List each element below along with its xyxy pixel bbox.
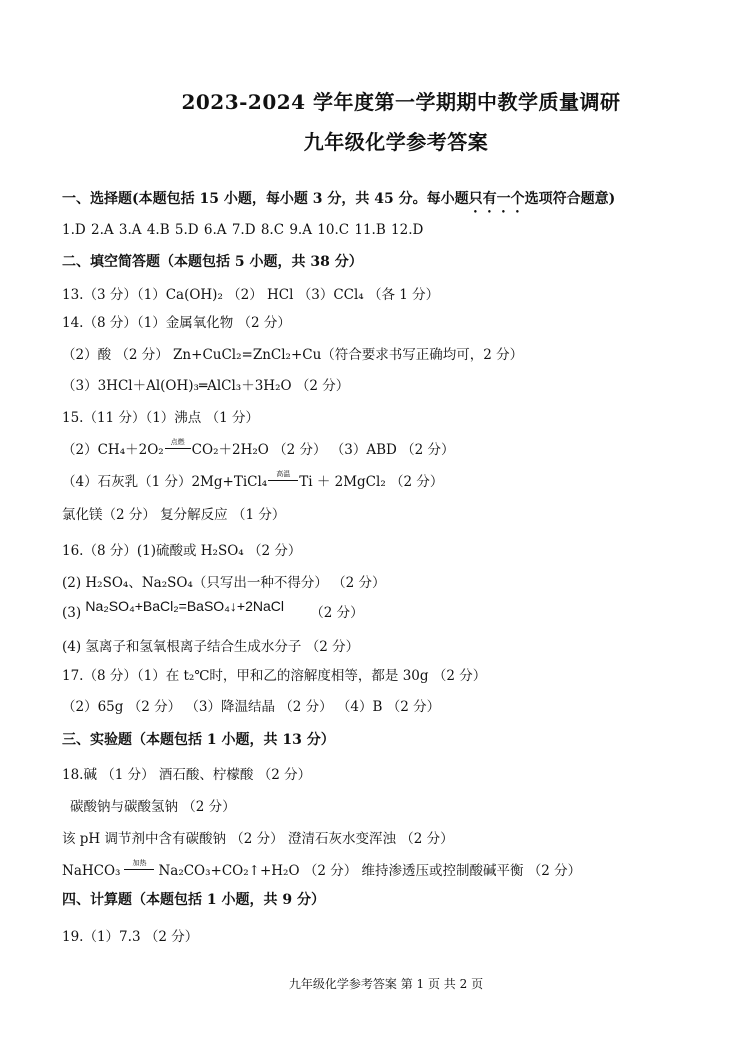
condition-label: 加热 (132, 859, 147, 867)
q16-3-score: （2 分） (310, 605, 364, 621)
q14-part2: （2）酸 （2 分） Zn+CuCl₂=ZnCl₂+Cu（符合要求书写正确均可，2 分） (62, 347, 524, 363)
reaction-condition-heat (124, 859, 154, 881)
q15-4-reactants: （4）石灰乳（1 分）2Mg+TiCl₄ (62, 474, 268, 490)
q16-3-label: (3) (62, 605, 82, 621)
q15-part5: 氯化镁（2 分） 复分解反应 （1 分） (62, 507, 286, 523)
q15-4-products: Ti ＋ 2MgCl₂ （2 分） (299, 474, 444, 490)
reaction-condition-high-temp (268, 470, 298, 492)
q18-part4 (62, 859, 582, 881)
q19-part1: 19.（1）7.3 （2 分） (62, 929, 199, 945)
q15-part1: 15.（11 分）（1）沸点 （1 分） (62, 410, 259, 426)
q18-part1: 18.碱 （1 分） 酒石酸、柠檬酸 （2 分） (62, 767, 312, 783)
document-title: 2023-2024 学年度第一学期期中教学质量调研 (181, 90, 621, 114)
section1-heading (62, 190, 615, 216)
q15-part2 (62, 438, 455, 460)
q14-part3: （3）3HCl＋Al(OH)₃═AlCl₃＋3H₂O （2 分） (62, 378, 350, 394)
section4-heading: 四、计算题（本题包括 1 小题，共 9 分） (62, 892, 325, 908)
document-subtitle: 九年级化学参考答案 (303, 130, 489, 154)
q15-products: CO₂＋2H₂O （2 分） （3）ABD （2 分） (191, 442, 455, 458)
section2-heading: 二、填空简答题（本题包括 5 小题，共 38 分） (62, 254, 363, 270)
q16-part3 (62, 598, 364, 622)
condition-label: 高温 (276, 470, 291, 478)
q16-part2: (2) H₂SO₄、Na₂SO₄（只写出一种不得分） （2 分） (62, 575, 386, 591)
q13-answer: 13.（3 分）（1）Ca(OH)₂ （2） HCl （3）CCl₄ （各 1 分） (62, 287, 440, 303)
section1-heading-tail: 选项符合题意) (524, 191, 616, 207)
q15-part4 (62, 470, 444, 492)
q14-part1: 14.（8 分）（1）金属氧化物 （2 分） (62, 315, 291, 331)
q15-reactants: （2）CH₄＋2O₂ (62, 442, 164, 458)
q17-part2: （2）65g （2 分） （3）降温结晶 （2 分） （4）B （2 分） (62, 699, 441, 715)
choice-answers: 1.D 2.A 3.A 4.B 5.D 6.A 7.D 8.C 9.A 10.C 11.B 12.D (62, 222, 424, 238)
condition-label: 点燃 (170, 438, 185, 446)
q18-part2: 碳酸钠与碳酸氢钠 （2 分） (70, 799, 236, 815)
q18-reactant: NaHCO₃ (62, 863, 121, 879)
q16-part1: 16.（8 分）(1)硫酸或 H₂SO₄ （2 分） (62, 543, 302, 559)
reaction-condition-ignite (165, 438, 191, 460)
section1-heading-main: 一、选择题(本题包括 15 小题，每小题 3 分，共 45 分。每小题 (62, 191, 469, 207)
q16-equation: Na₂SO₄+BaCl₂=BaSO₄↓+2NaCl (85, 598, 284, 614)
page-footer: 九年级化学参考答案 第 1 页 共 2 页 (288, 977, 484, 991)
q18-products: Na₂CO₃+CO₂↑+H₂O （2 分） 维持渗透压或控制酸碱平衡 （2 分） (158, 863, 582, 879)
section1-heading-emphasis: 只有一个 (468, 191, 525, 207)
q17-part1: 17.（8 分）（1）在 t₂℃时，甲和乙的溶解度相等，都是 30g （2 分） (62, 668, 487, 684)
q16-part4: (4) 氢离子和氢氧根离子结合生成水分子 （2 分） (62, 639, 360, 655)
section3-heading: 三、实验题（本题包括 1 小题，共 13 分） (62, 732, 335, 748)
q18-part3: 该 pH 调节剂中含有碳酸钠 （2 分） 澄清石灰水变浑浊 （2 分） (62, 831, 454, 847)
